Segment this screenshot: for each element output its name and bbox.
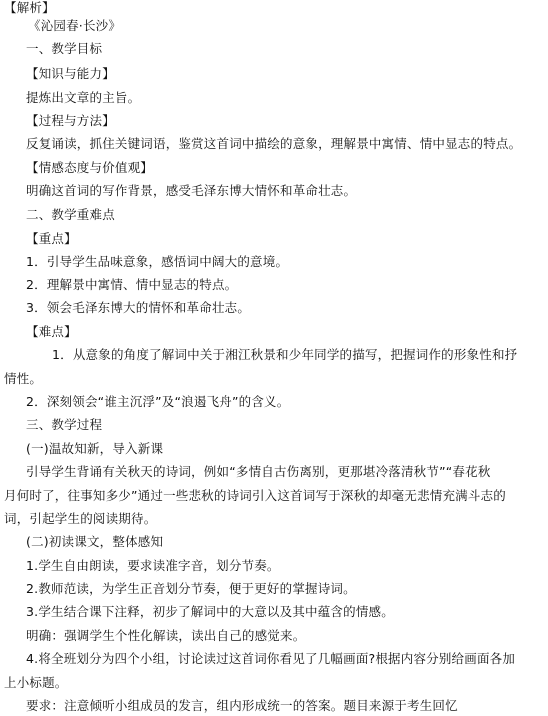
step-2-requirement: 要求：注意倾听小组成员的发言，组内形成统一的答案。题目来源于考生回忆 [26,698,458,713]
analysis-header: 【解析】 [4,0,55,15]
step-1-line-2: 月何时了，往事知多少”通过一些悲秋的诗词引入这首词写于深秋的却毫无悲情充满斗志的 [4,488,506,503]
section-teaching-objectives: 一、教学目标 [26,41,103,56]
step-2-item-4-line-2: 上小标题。 [4,675,68,690]
text-knowledge-ability: 提炼出文章的主旨。 [26,90,141,105]
step-2-item-4-line-1: 4.将全班划分为四个小组，讨论读过这首词你看见了几幅画面?根据内容分别给画面各加 [26,651,516,666]
poem-title: 《沁园春·长沙》 [28,18,122,33]
key-point-1: 1．引导学生品味意象，感悟词中阔大的意境。 [26,254,289,269]
step-1-title: (一)温故知新，导入新课 [26,441,164,456]
section-key-difficult-points: 二、教学重难点 [26,207,115,222]
step-2-item-3: 3.学生结合课下注释，初步了解词中的大意以及其中蕴含的情感。 [26,604,394,619]
label-knowledge-ability: 【知识与能力】 [26,66,115,81]
key-point-3: 3．领会毛泽东博大的情怀和革命壮志。 [26,300,251,315]
difficult-point-2: 2．深刻领会“谁主沉浮”及“浪遏飞舟”的含义。 [26,394,290,409]
step-2-clarify: 明确：强调学生个性化解读，读出自己的感觉来。 [26,628,306,643]
text-emotion-values: 明确这首词的写作背景，感受毛泽东博大情怀和革命壮志。 [26,183,357,198]
label-process-method: 【过程与方法】 [26,113,115,128]
label-key-points: 【重点】 [26,231,77,246]
step-1-line-3: 词，引起学生的阅读期待。 [4,511,157,526]
step-2-item-2: 2.教师范读，为学生正音划分节奏，便于更好的掌握诗词。 [26,581,356,596]
label-emotion-values: 【情感态度与价值观】 [26,160,154,175]
difficult-point-1-line-1: 1．从意象的角度了解词中关于湘江秋景和少年同学的描写，把握词作的形象性和抒 [52,347,518,362]
step-2-title: (二)初读课文，整体感知 [26,534,164,549]
key-point-2: 2．理解景中寓情、情中显志的特点。 [26,277,238,292]
label-difficult-points: 【难点】 [26,324,77,339]
text-process-method: 反复诵读，抓住关键词语，鉴赏这首词中描绘的意象，理解景中寓情、情中显志的特点。 [26,136,522,151]
step-1-line-1: 引导学生背诵有关秋天的诗词，例如“多情自古伤离别，更那堪冷落清秋节”“春花秋 [26,464,491,479]
difficult-point-1-line-2: 情性。 [4,371,43,386]
section-teaching-process: 三、教学过程 [26,417,103,432]
step-2-item-1: 1.学生自由朗读，要求读准字音，划分节奏。 [26,558,280,573]
